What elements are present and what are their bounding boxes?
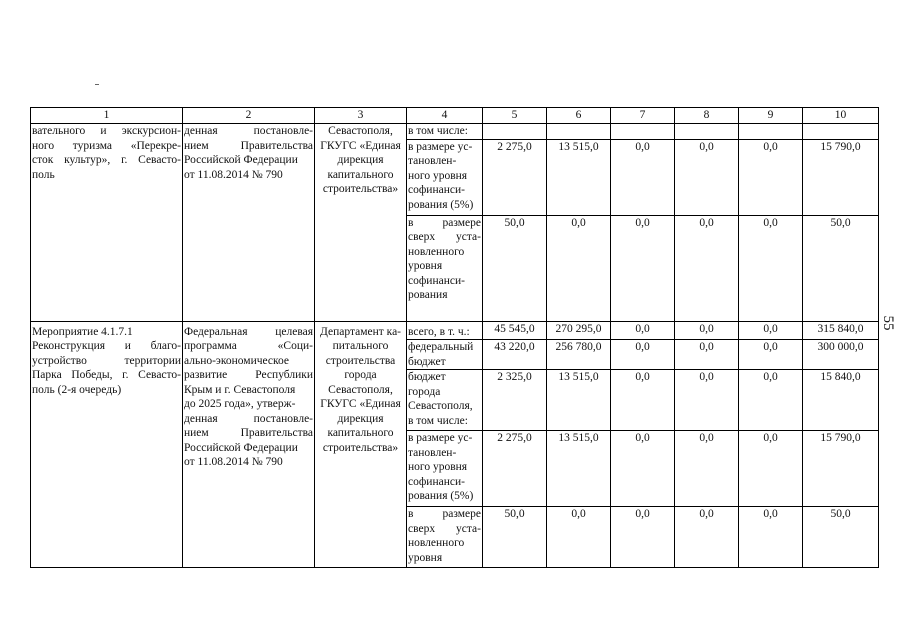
value-cell: 0,0 — [739, 139, 803, 215]
value-cell: 0,0 — [611, 370, 675, 431]
text-line: тановлен- — [408, 155, 457, 167]
event-name-cell — [31, 321, 183, 568]
text-line: поль — [32, 168, 55, 181]
value-cell: 0,0 — [675, 340, 739, 370]
text-line: дирекция — [337, 154, 384, 166]
text-line: нием Правительства — [184, 139, 313, 152]
text-line: рования (5%) — [408, 490, 474, 502]
header-cell: 7 — [611, 108, 675, 124]
text-line: софинанси- — [408, 184, 465, 196]
value-cell: 0,0 — [675, 139, 739, 215]
value-cell — [675, 124, 739, 140]
header-cell: 4 — [407, 108, 483, 124]
value-cell: 0,0 — [739, 340, 803, 370]
value-cell: 0,0 — [611, 139, 675, 215]
text-line: устройство территории — [32, 354, 181, 367]
financing-table — [30, 107, 879, 568]
value-cell: 300 000,0 — [803, 340, 879, 370]
source-cell — [407, 139, 483, 215]
value-cell: 0,0 — [611, 321, 675, 340]
value-cell: 0,0 — [611, 340, 675, 370]
text-line: капитального — [327, 427, 394, 439]
source-cell — [407, 431, 483, 507]
value-cell: 0,0 — [547, 215, 611, 321]
value-cell: 0,0 — [739, 215, 803, 321]
value-cell: 2 275,0 — [483, 431, 547, 507]
text-line: новленного — [408, 245, 465, 258]
value-cell: 0,0 — [739, 321, 803, 340]
text-line: сверх уста- — [408, 522, 481, 535]
header-cell: 10 — [803, 108, 879, 124]
text-line: Мероприятие 4.1.7.1 — [32, 325, 133, 338]
text-line: Департамент ка- — [320, 325, 401, 338]
executor-cell — [315, 321, 407, 568]
text-line: программа «Соци- — [184, 340, 313, 352]
text-line: дирекция — [337, 412, 384, 425]
text-line: ного уровня — [408, 461, 468, 473]
value-cell: 15 840,0 — [803, 370, 879, 431]
value-cell: 315 840,0 — [803, 321, 879, 340]
text-line: Российской Федерации — [184, 154, 298, 166]
value-cell: 0,0 — [675, 321, 739, 340]
text-line: ного уровня — [408, 169, 468, 182]
text-line: в размере — [408, 508, 481, 520]
text-line: капитального — [327, 168, 394, 181]
text-line: денная постановле- — [184, 125, 313, 137]
value-cell: 0,0 — [547, 507, 611, 568]
text-line: Реконструкция и благо- — [32, 340, 181, 352]
source-cell — [407, 215, 483, 321]
text-line: новленного — [408, 537, 465, 549]
header-cell: 8 — [675, 108, 739, 124]
text-line: Федеральная целевая — [184, 325, 313, 338]
value-cell: 256 780,0 — [547, 340, 611, 370]
value-cell: 2 275,0 — [483, 139, 547, 215]
text-line: поль (2-я очередь) — [32, 383, 122, 396]
text-line: федеральный — [408, 341, 474, 353]
header-cell: 5 — [483, 108, 547, 124]
header-cell: 6 — [547, 108, 611, 124]
value-cell: 0,0 — [675, 370, 739, 431]
value-cell: 0,0 — [739, 370, 803, 431]
text-line: Парка Победы, г. Севасто- — [32, 369, 181, 381]
text-line: до 2025 года», утверж- — [184, 398, 296, 410]
value-cell: 50,0 — [483, 215, 547, 321]
text-line: рования (5%) — [408, 198, 474, 211]
table-row — [31, 321, 879, 340]
text-line: ГКУГС «Единая — [320, 398, 401, 410]
text-line: в том числе: — [408, 414, 468, 427]
value-cell: 13 515,0 — [547, 139, 611, 215]
value-cell: 45 545,0 — [483, 321, 547, 340]
value-cell: 0,0 — [675, 507, 739, 568]
text-line: рования — [408, 289, 448, 301]
event-name-cell — [31, 124, 183, 322]
table-row — [31, 124, 879, 140]
value-cell — [483, 124, 547, 140]
value-cell: 15 790,0 — [803, 139, 879, 215]
value-cell: 0,0 — [611, 215, 675, 321]
value-cell: 0,0 — [675, 215, 739, 321]
page-number: 55 — [880, 315, 896, 331]
value-cell: 13 515,0 — [547, 370, 611, 431]
text-line: вательного и экскурсион- — [32, 125, 181, 137]
source-cell — [407, 321, 483, 340]
value-cell — [803, 124, 879, 140]
source-cell — [407, 124, 483, 140]
text-line: Севастополя, — [328, 125, 393, 137]
text-line: в том числе: — [408, 125, 468, 137]
text-line: сверх уста- — [408, 231, 481, 243]
value-cell — [739, 124, 803, 140]
value-cell: 0,0 — [675, 431, 739, 507]
text-line: бюджет — [408, 371, 446, 383]
source-cell — [407, 340, 483, 370]
text-line: развитие Республики — [184, 369, 313, 381]
value-cell: 50,0 — [803, 507, 879, 568]
source-cell — [407, 507, 483, 568]
header-cell: 2 — [183, 108, 315, 124]
text-line: тановлен- — [408, 446, 457, 459]
value-cell: 2 325,0 — [483, 370, 547, 431]
value-cell: 43 220,0 — [483, 340, 547, 370]
value-cell: 0,0 — [611, 431, 675, 507]
text-line: денная постановле- — [184, 412, 313, 425]
text-line: всего, в т. ч.: — [408, 325, 470, 338]
text-line: в размере ус- — [408, 432, 473, 444]
text-line: питального — [332, 340, 389, 352]
text-line: в размере ус- — [408, 140, 473, 153]
text-line: нием Правительства — [184, 427, 313, 439]
header-row — [31, 108, 879, 124]
text-line: ГКУГС «Единая — [320, 139, 401, 152]
value-cell: 50,0 — [803, 215, 879, 321]
text-line: ного туризма «Перекре- — [32, 139, 181, 152]
text-line: софинанси- — [408, 274, 465, 287]
source-cell — [407, 370, 483, 431]
text-line: ально-экономическое — [184, 354, 290, 367]
value-cell: 0,0 — [739, 431, 803, 507]
header-cell: 9 — [739, 108, 803, 124]
value-cell: 50,0 — [483, 507, 547, 568]
text-line: Севастополя, — [408, 400, 473, 412]
scan-mark — [95, 84, 99, 85]
header-cell: 3 — [315, 108, 407, 124]
text-line: сток культур», г. Севасто- — [32, 154, 181, 166]
text-line: строительства» — [322, 183, 399, 195]
text-line: Российской Федерации — [184, 441, 298, 454]
text-line: Крым и г. Севастополя — [184, 383, 296, 396]
program-cell — [183, 124, 315, 322]
text-line: софинанси- — [408, 475, 465, 488]
text-line: от 11.08.2014 № 790 — [184, 168, 283, 181]
executor-cell — [315, 124, 407, 322]
text-line: строительства» — [322, 441, 399, 454]
value-cell: 15 790,0 — [803, 431, 879, 507]
value-cell — [611, 124, 675, 140]
program-cell — [183, 321, 315, 568]
text-line: города — [344, 369, 377, 381]
text-line: строительства — [325, 354, 396, 367]
value-cell: 0,0 — [611, 507, 675, 568]
text-line: города — [408, 385, 441, 398]
text-line: бюджет — [408, 355, 446, 368]
value-cell: 0,0 — [739, 507, 803, 568]
text-line: уровня — [408, 551, 443, 564]
value-cell: 13 515,0 — [547, 431, 611, 507]
text-line: в размере — [408, 216, 481, 229]
text-line: Севастополя, — [328, 383, 393, 396]
value-cell: 270 295,0 — [547, 321, 611, 340]
text-line: от 11.08.2014 № 790 — [184, 456, 283, 468]
header-cell: 1 — [31, 108, 183, 124]
text-line: уровня — [408, 260, 443, 272]
value-cell — [547, 124, 611, 140]
